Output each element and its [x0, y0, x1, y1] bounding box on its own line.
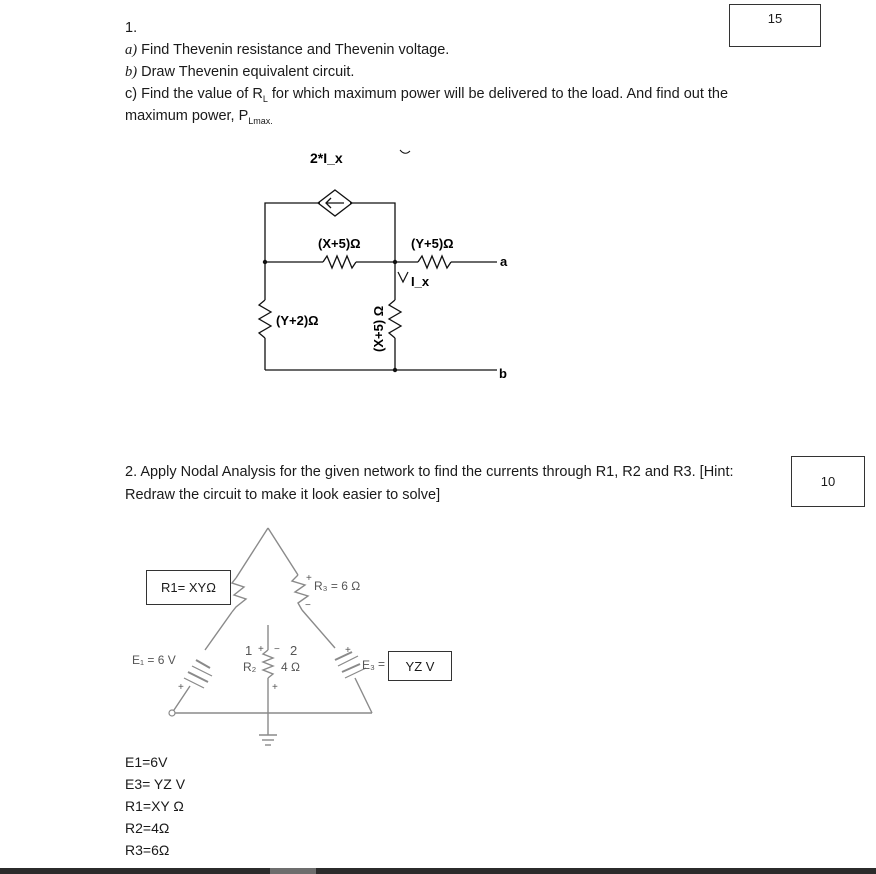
- q1-r-top-right-label: (Y+5)Ω: [411, 236, 454, 251]
- q2-line2: Redraw the circuit to make it look easier to solve]: [125, 487, 441, 503]
- q2-r3-minus: −: [305, 600, 311, 611]
- q2-r2-plus: +: [258, 644, 264, 655]
- q2-e3-box-label: YZ V: [405, 658, 435, 674]
- q2-r2-minus: −: [274, 644, 280, 655]
- q1-part-a-text: Find Thevenin resistance and Thevenin voltage.: [141, 42, 450, 58]
- r2-zigzag: [263, 650, 273, 678]
- q1-part-a-prefix: a): [125, 42, 138, 58]
- q2-node2: 2: [290, 643, 298, 658]
- horizontal-scrollbar[interactable]: [0, 868, 876, 874]
- q1-part-c-line2-subscript: Lmax.: [248, 115, 273, 126]
- q2-r3-label: R₃ = 6 Ω: [314, 579, 361, 593]
- q1-part-c-line2-text: maximum power, P: [125, 108, 249, 124]
- given-e1: E1=6V: [125, 754, 168, 770]
- q2-r2-value: 4 Ω: [281, 660, 300, 674]
- given-r1: R1=XY Ω: [125, 798, 184, 814]
- scrollbar-thumb[interactable]: [270, 868, 316, 874]
- q2-e1-plus: +: [178, 682, 184, 693]
- q1-part-c-text-rest: for which maximum power will be delivered to the load. And find out the: [267, 86, 729, 102]
- q1-part-c-text: c) Find the value of R: [125, 86, 263, 102]
- q1-part-b-text: Draw Thevenin equivalent circuit.: [141, 64, 355, 80]
- r1-zigzag: [232, 578, 246, 612]
- q2-e3-eq: =: [378, 657, 386, 671]
- q2-r1-box: [146, 570, 231, 605]
- q2-r1-box-label: R1= XYΩ: [161, 580, 216, 595]
- q2-e3-plus: +: [345, 645, 351, 656]
- q2-marks: 10: [820, 474, 836, 489]
- q2-r2-bottom-plus: +: [272, 682, 278, 693]
- q1-number: 1.: [125, 20, 138, 36]
- q1-source-label: 2*I_x: [310, 150, 343, 166]
- q1-part-c-subscript: L: [262, 93, 268, 104]
- q1-current-label: I_x: [411, 274, 430, 289]
- q1-terminal-b: b: [499, 366, 507, 381]
- q1-r-left-label: (Y+2)Ω: [276, 313, 319, 328]
- given-e3: E3= YZ V: [125, 776, 186, 792]
- q2-e3-box: [388, 651, 452, 681]
- q2-line1: 2. Apply Nodal Analysis for the given network to find the currents through R1, R2 and R3. [Hint:: [125, 464, 734, 480]
- q1-marks: 15: [767, 11, 783, 26]
- q1-part-b-prefix: b): [125, 64, 138, 80]
- given-r2: R2=4Ω: [125, 820, 170, 836]
- given-r3: R3=6Ω: [125, 842, 170, 858]
- q2-r3-plus: +: [306, 573, 312, 584]
- q2-e3-label: E₃: [362, 658, 375, 672]
- q1-terminal-a: a: [500, 254, 508, 269]
- q2-e1-label: E₁ = 6 V: [132, 653, 176, 667]
- q1-r-top-left-label: (X+5)Ω: [318, 236, 361, 251]
- q1-r-middle-label: (X+5) Ω: [371, 305, 386, 352]
- q2-node1: 1: [245, 643, 253, 658]
- q2-r2-label: R₂: [243, 660, 257, 674]
